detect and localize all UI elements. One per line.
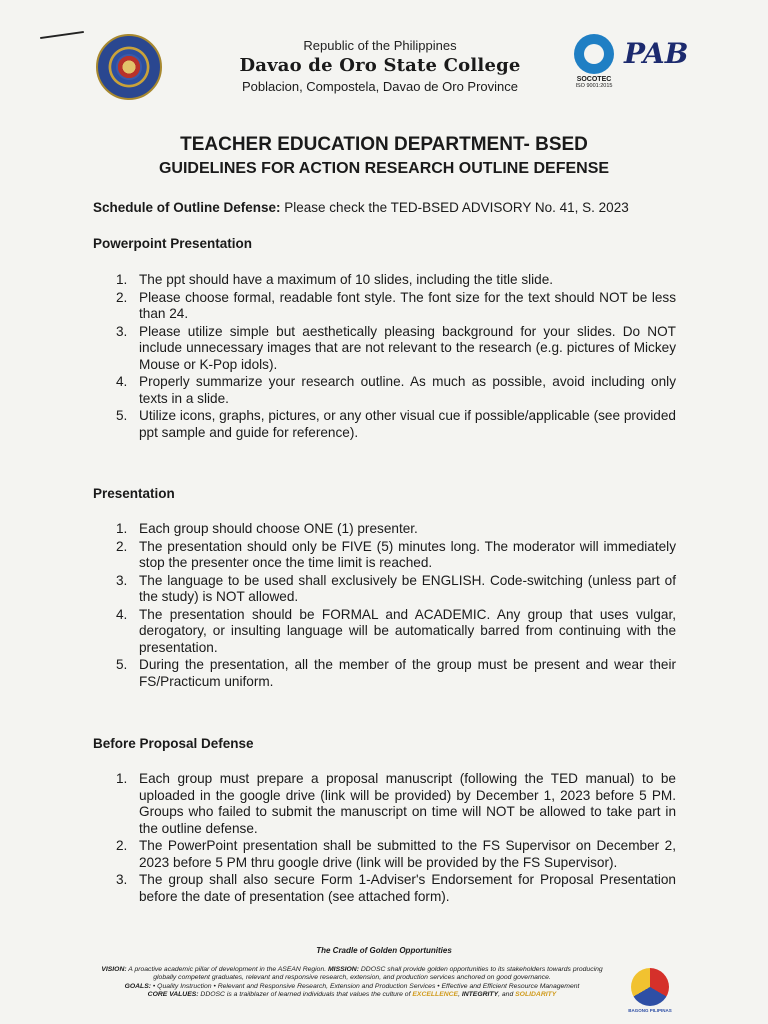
college-name: Davao de Oro State College <box>239 55 521 76</box>
list-item: 5. During the presentation, all the member of the group must be present and wear their FS/Practicum uniform. <box>114 657 676 690</box>
section-heading-before-defense: Before Proposal Defense <box>93 736 254 751</box>
footer-tagline: The Cradle of Golden Opportunities <box>316 946 452 955</box>
powerpoint-list <box>114 272 676 442</box>
list-item: 4. The presentation should be FORMAL and ACADEMIC. Any group that uses vulgar, derogatory, or insulting language will be automatically barred from continuing with the presentation. <box>114 607 676 657</box>
list-item: 4. Properly summarize your research outline. As much as possible, avoid including only texts in a slide. <box>114 374 676 407</box>
list-item: 2. The PowerPoint presentation shall be submitted to the FS Supervisor on December 2, 2023 before 5 PM thru google drive (link will be provided by the FS Supervisor). <box>114 838 676 871</box>
before-defense-list <box>114 771 676 906</box>
list-item: 3. The group shall also secure Form 1-Adviser's Endorsement for Proposal Presentation before the date of presentation (see attached form). <box>114 872 676 905</box>
footer <box>0 946 768 1013</box>
list-item: 2. The presentation should only be FIVE (5) minutes long. The moderator will immediately stop the presenter once the time limit is reached. <box>114 539 676 572</box>
pen-mark <box>40 31 84 39</box>
list-item: 5. Utilize icons, graphs, pictures, or any other visual cue if possible/applicable (see provided ppt sample and guide for reference). <box>114 408 676 441</box>
list-item: 1. Each group should choose ONE (1) presenter. <box>114 521 676 538</box>
list-item: 3. Please utilize simple but aesthetically pleasing background for your slides. Do NOT include unnecessary images that are not relevant to the research (e.g. pictures of Mickey Mouse or K-Pop idols). <box>114 324 676 374</box>
college-address: Poblacion, Compostela, Davao de Oro Province <box>241 79 519 94</box>
section-heading-powerpoint: Powerpoint Presentation <box>93 236 253 251</box>
presentation-list <box>114 521 676 691</box>
college-seal-logo <box>96 34 162 100</box>
list-item: 1. The ppt should have a maximum of 10 slides, including the title slide. <box>114 272 676 289</box>
letterhead <box>230 38 530 94</box>
schedule-label: Schedule of Outline Defense: <box>93 200 281 215</box>
section-heading-presentation: Presentation <box>93 486 175 501</box>
schedule-text: Please check the TED-BSED ADVISORY No. 41, S. 2023 <box>280 200 629 215</box>
bagong-pilipinas-logo: BAGONG PILIPINAS <box>624 968 676 1024</box>
schedule-line <box>93 200 629 215</box>
list-item: 3. The language to be used shall exclusively be ENGLISH. Code-switching (unless part of the study) is NOT allowed. <box>114 573 676 606</box>
list-item: 1. Each group must prepare a proposal manuscript (following the TED manual) to be uploaded in the google drive (link will be provided) by December 1, 2023 before 5 PM. Groups who failed to submit the manuscript on time will NOT be allowed to take part in the outline defense. <box>114 771 676 837</box>
guidelines-title: GUIDELINES FOR ACTION RESEARCH OUTLINE DEFENSE <box>158 160 610 177</box>
pab-logo: PAB <box>624 37 689 70</box>
list-item: 2. Please choose formal, readable font style. The font size for the text should NOT be less than 24. <box>114 290 676 323</box>
department-title: TEACHER EDUCATION DEPARTMENT- BSED <box>180 134 588 155</box>
republic-line: Republic of the Philippines <box>303 38 457 53</box>
socotec-logo: SOCOTEC ISO 9001:2015 <box>566 34 622 98</box>
footer-vision-mission: VISION: A proactive academic pillar of development in the ASEAN Region. MISSION: DDOSC shall provide golden opportunities to its stakeholders towards producing globally competent graduates, relevant and responsive research, extension, and production services anchored on good governance. GOALS: • Quality Instruction • Relevant and Responsive Research, Extension and Production Services • Effective and Efficient Resource Management CORE VALUES: DDOSC is a trailblazer of learned individuals that values the culture of EXCELLENCE, INTEGRITY, and SOLIDARITY <box>101 966 603 999</box>
